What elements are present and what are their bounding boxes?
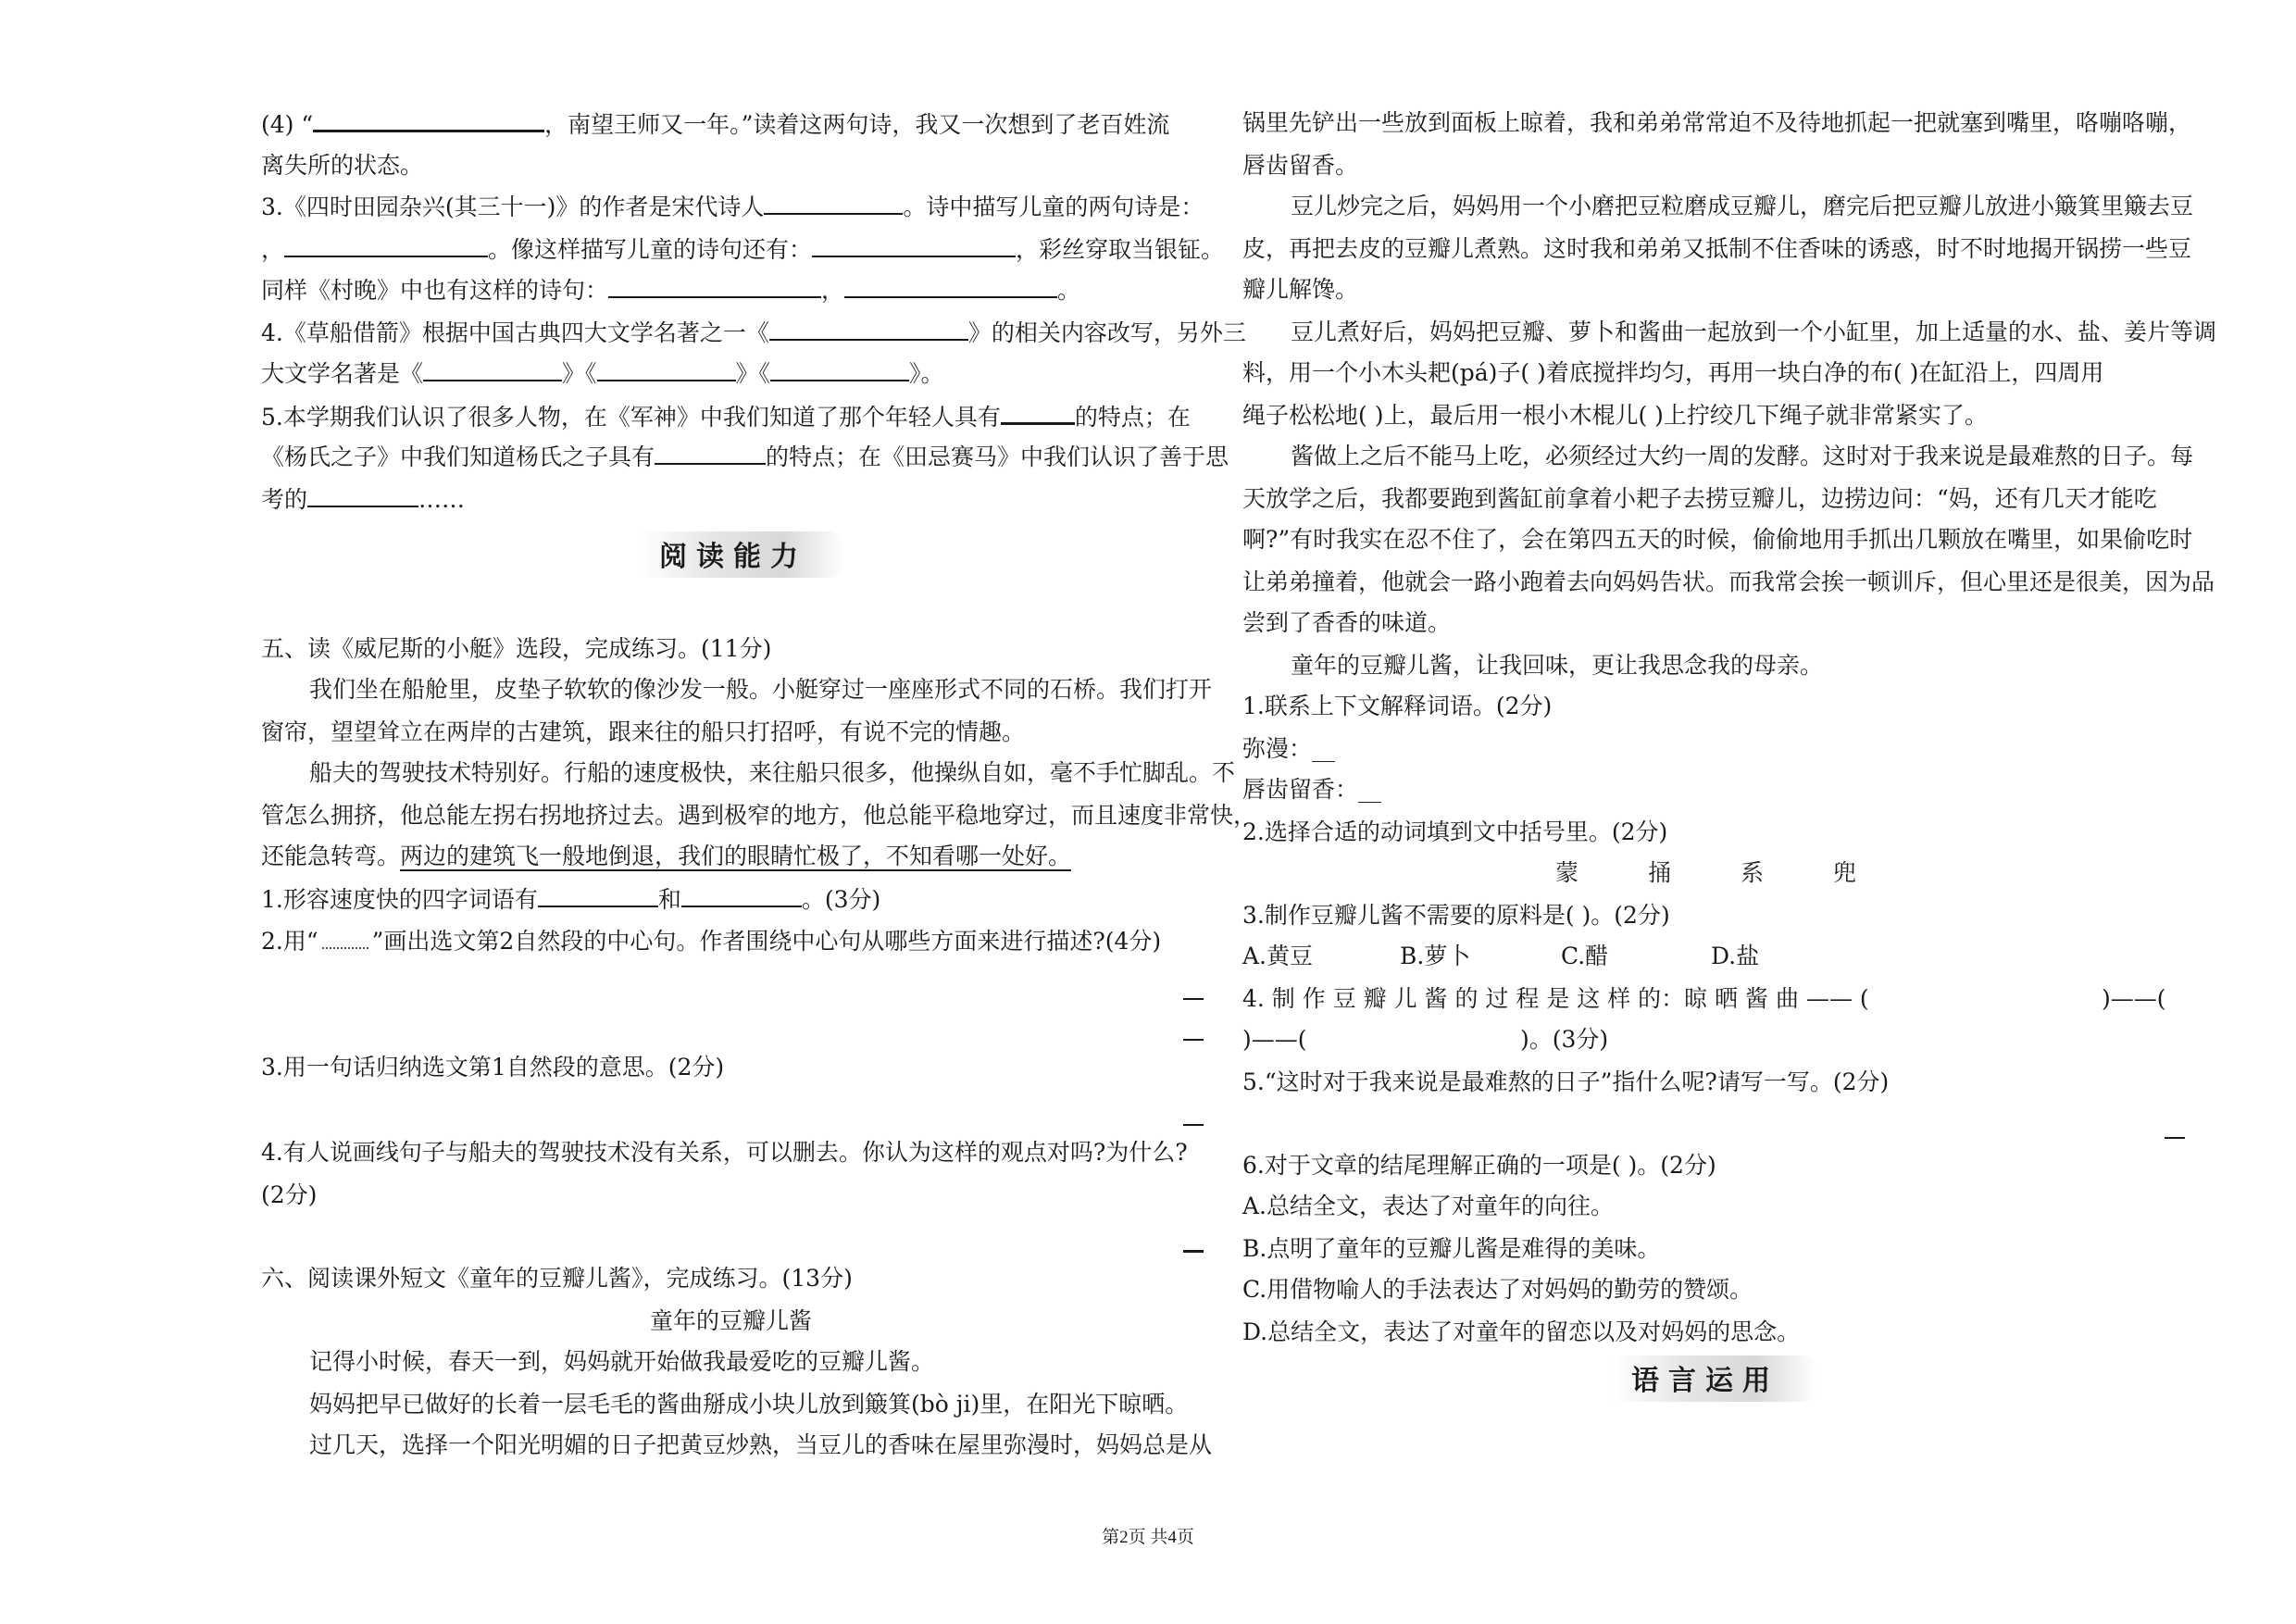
question-line: 离失所的状态。: [261, 152, 424, 179]
question-line: 3.用一句话归纳选文第1自然段的意思。(2分): [261, 1054, 725, 1081]
answer-blank[interactable]: [307, 485, 418, 507]
answer-blank[interactable]: [844, 276, 1057, 298]
passage-line: 过几天，选择一个阳光明媚的日子把黄豆炒熟，当豆儿的香味在屋里弥漫时，妈妈总是从: [309, 1431, 1213, 1458]
choice-option[interactable]: C.醋: [1561, 943, 1609, 969]
answer-blank[interactable]: [681, 885, 802, 907]
answer-line[interactable]: [1183, 1124, 1204, 1126]
passage-line: 管怎么拥挤，他总能左拐右拐地挤过去。遇到极窄的地方，他总能平稳地穿过，而且速度非常快，: [261, 802, 1257, 829]
answer-line[interactable]: [1183, 998, 1204, 1000]
question-line: 唇齿留香：__: [1242, 776, 1382, 803]
choice-option[interactable]: C.用借物喻人的手法表达了对妈妈的勤劳的赞颂。: [1242, 1276, 1753, 1303]
passage-line: 豆儿炒完之后，妈妈用一个小磨把豆粒磨成豆瓣儿，磨完后把豆瓣儿放进小簸箕里簸去豆: [1291, 193, 2194, 219]
question-line: )。(3分): [1520, 1026, 1609, 1053]
passage-line: 我们坐在船舱里，皮垫子软软的像沙发一般。小艇穿过一座座形式不同的石桥。我们打开: [309, 676, 1213, 703]
choice-option[interactable]: B.萝卜: [1400, 943, 1471, 969]
answer-blank[interactable]: [770, 359, 909, 381]
verb-option: 兜: [1833, 859, 1857, 886]
choice-option[interactable]: A.总结全文，表达了对童年的向往。: [1242, 1193, 1615, 1219]
question-line: ， 。像这样描写儿童的诗句还有： ，彩丝穿取当银钲。: [261, 236, 1225, 263]
question-line: 弥漫：__: [1242, 735, 1336, 762]
answer-blank[interactable]: [284, 235, 488, 257]
verb-option: 捅: [1648, 859, 1672, 886]
answer-line[interactable]: [2165, 1137, 2185, 1139]
page-footer: 第2页 共4页: [1102, 1528, 1194, 1547]
answer-blank[interactable]: [655, 443, 766, 465]
passage-line: 酱做上之后不能马上吃，必须经过大约一周的发酵。这时对于我来说是最难熬的日子。每: [1291, 443, 2194, 469]
answer-blank[interactable]: [423, 359, 562, 381]
question-line: 4.《草船借箭》根据中国古典四大文学名著之一《 》的相关内容改写，另外三: [261, 319, 1246, 346]
choice-option[interactable]: A.黄豆: [1242, 943, 1314, 969]
passage-line: 锅里先铲出一些放到面板上晾着，我和弟弟常常迫不及待地抓起一把就塞到嘴里，咯嘣咯嘣，: [1242, 109, 2192, 136]
passage-line: 童年的豆瓣儿酱，让我回味，更让我思念我的母亲。: [1291, 652, 1824, 679]
passage-line: 还能急转弯。两边的建筑飞一般地倒退，我们的眼睛忙极了，不知看哪一处好。: [261, 843, 1072, 869]
answer-blank[interactable]: [538, 885, 658, 907]
section-header-language: 语言运用: [1613, 1355, 1816, 1402]
answer-blank[interactable]: [764, 193, 903, 215]
question-line: 3.制作豆瓣儿酱不需要的原料是( )。(2分): [1242, 902, 1670, 929]
answer-blank[interactable]: [1001, 402, 1075, 425]
question-line: )——(: [1242, 1026, 1307, 1053]
passage-line: 窗帘，望望耸立在两岸的古建筑，跟来往的船只打招呼，有说不完的情趣。: [261, 718, 1026, 745]
passage-line: 皮，再把去皮的豆瓣儿煮熟。这时我和弟弟又抵制不住香味的诱惑，时不时地揭开锅捞一些豆: [1242, 235, 2192, 262]
choice-option[interactable]: B.点明了童年的豆瓣儿酱是难得的美味。: [1242, 1235, 1661, 1262]
answer-line[interactable]: [1183, 1250, 1204, 1253]
question-line: 同样《村晚》中也有这样的诗句： ， 。: [261, 277, 1081, 304]
question-line: 2.用“ ”画出选文第2自然段的中心句。作者围绕中心句从哪些方面来进行描述?(4分): [261, 928, 1162, 955]
answer-blank[interactable]: [597, 359, 736, 381]
question-line: 《杨氏之子》中我们知道杨氏之子具有 的特点；在《田忌赛马》中我们认识了善于思: [261, 443, 1229, 470]
passage-line: 天放学之后，我都要跑到酱缸前拿着小耙子去捞豆瓣儿，边捞边问：“妈，还有几天才能吃: [1242, 485, 2157, 512]
question-line: 考的 ……: [261, 486, 466, 513]
answer-line[interactable]: [1183, 1039, 1204, 1041]
wavy-line-icon: [322, 931, 368, 949]
passage-line: 唇齿留香。: [1242, 152, 1359, 179]
passage-line: 妈妈把早已做好的长着一层毛毛的酱曲掰成小块儿放到簸箕(bò ji)里，在阳光下晾晒。: [309, 1391, 1189, 1418]
question-line: 3.《四时田园杂兴(其三十一)》的作者是宋代诗人 。诗中描写儿童的两句诗是：: [261, 194, 1204, 220]
section-title: 五、读《威尼斯的小艇》选段，完成练习。(11分): [261, 635, 772, 662]
answer-blank[interactable]: [769, 319, 968, 341]
question-line: 1.形容速度快的四字词语有 和 。(3分): [261, 886, 881, 913]
passage-line: 啊?”有时我实在忍不住了，会在第四五天的时候，偷偷地用手抓出几颗放在嘴里，如果偷吃时: [1242, 526, 2193, 553]
passage-line: 料，用一个小木头耙(pá)子( )着底搅拌均匀，再用一块白净的布( )在缸沿上，四周用: [1242, 359, 2104, 386]
question-line: 6.对于文章的结尾理解正确的一项是( )。(2分): [1242, 1152, 1716, 1179]
passage-line: 尝到了香香的味道。: [1242, 609, 1452, 636]
question-line: 4. 制 作 豆 瓣 儿 酱 的 过 程 是 这 样 的：晾 晒 酱 曲 —— (: [1242, 985, 1869, 1012]
verb-option: 系: [1741, 859, 1765, 886]
choice-option[interactable]: D.总结全文，表达了对童年的留恋以及对妈妈的思念。: [1242, 1318, 1801, 1345]
question-line: )——(: [2102, 985, 2166, 1012]
underlined-sentence: 两边的建筑飞一般地倒退，我们的眼睛忙极了，不知看哪一处好。: [400, 843, 1072, 869]
answer-blank[interactable]: [608, 276, 821, 298]
section-header-reading: 阅读能力: [641, 531, 844, 578]
question-line: 4.有人说画线句子与船夫的驾驶技术没有关系，可以删去。你认为这样的观点对吗?为什么?: [261, 1139, 1188, 1166]
choice-option[interactable]: D.盐: [1711, 943, 1760, 969]
question-line: 1.联系上下文解释词语。(2分): [1242, 693, 1553, 719]
question-line: (4) “ ，南望王师又一年。”读着这两句诗，我又一次想到了老百姓流: [261, 111, 1170, 138]
passage-line: 船夫的驾驶技术特别好。行船的速度极快，来往船只很多，他操纵自如，毫不手忙脚乱。不: [309, 759, 1236, 786]
passage-line: 绳子松松地( )上，最后用一根小木棍儿( )上拧绞几下绳子就非常紧实了。: [1242, 402, 1988, 429]
question-line: 5.“这时对于我来说是最难熬的日子”指什么呢?请写一写。(2分): [1242, 1068, 1890, 1095]
passage-title: 童年的豆瓣儿酱: [650, 1307, 813, 1334]
verb-option: 蒙: [1555, 859, 1579, 886]
question-line: 2.选择合适的动词填到文中括号里。(2分): [1242, 818, 1668, 845]
passage-line: 记得小时候，春天一到，妈妈就开始做我最爱吃的豆瓣儿酱。: [309, 1348, 935, 1375]
section-title: 六、阅读课外短文《童年的豆瓣儿酱》，完成练习。(13分): [261, 1265, 853, 1292]
passage-line: 豆儿煮好后，妈妈把豆瓣、萝卜和酱曲一起放到一个小缸里，加上适量的水、盐、姜片等调: [1291, 319, 2217, 345]
answer-blank[interactable]: [812, 235, 1016, 257]
question-line: 大文学名著是《 》《 》《 》。: [261, 360, 944, 387]
passage-line: 让弟弟撞着，他就会一路小跑着去向妈妈告状。而我常会挨一顿训斥，但心里还是很美，因为品: [1242, 568, 2215, 595]
question-line: 5.本学期我们认识了很多人物，在《军神》中我们知道了那个年轻人具有 的特点；在: [261, 404, 1191, 431]
passage-line: 瓣儿解馋。: [1242, 276, 1359, 303]
answer-blank[interactable]: [313, 109, 544, 132]
question-line: (2分): [261, 1181, 318, 1208]
